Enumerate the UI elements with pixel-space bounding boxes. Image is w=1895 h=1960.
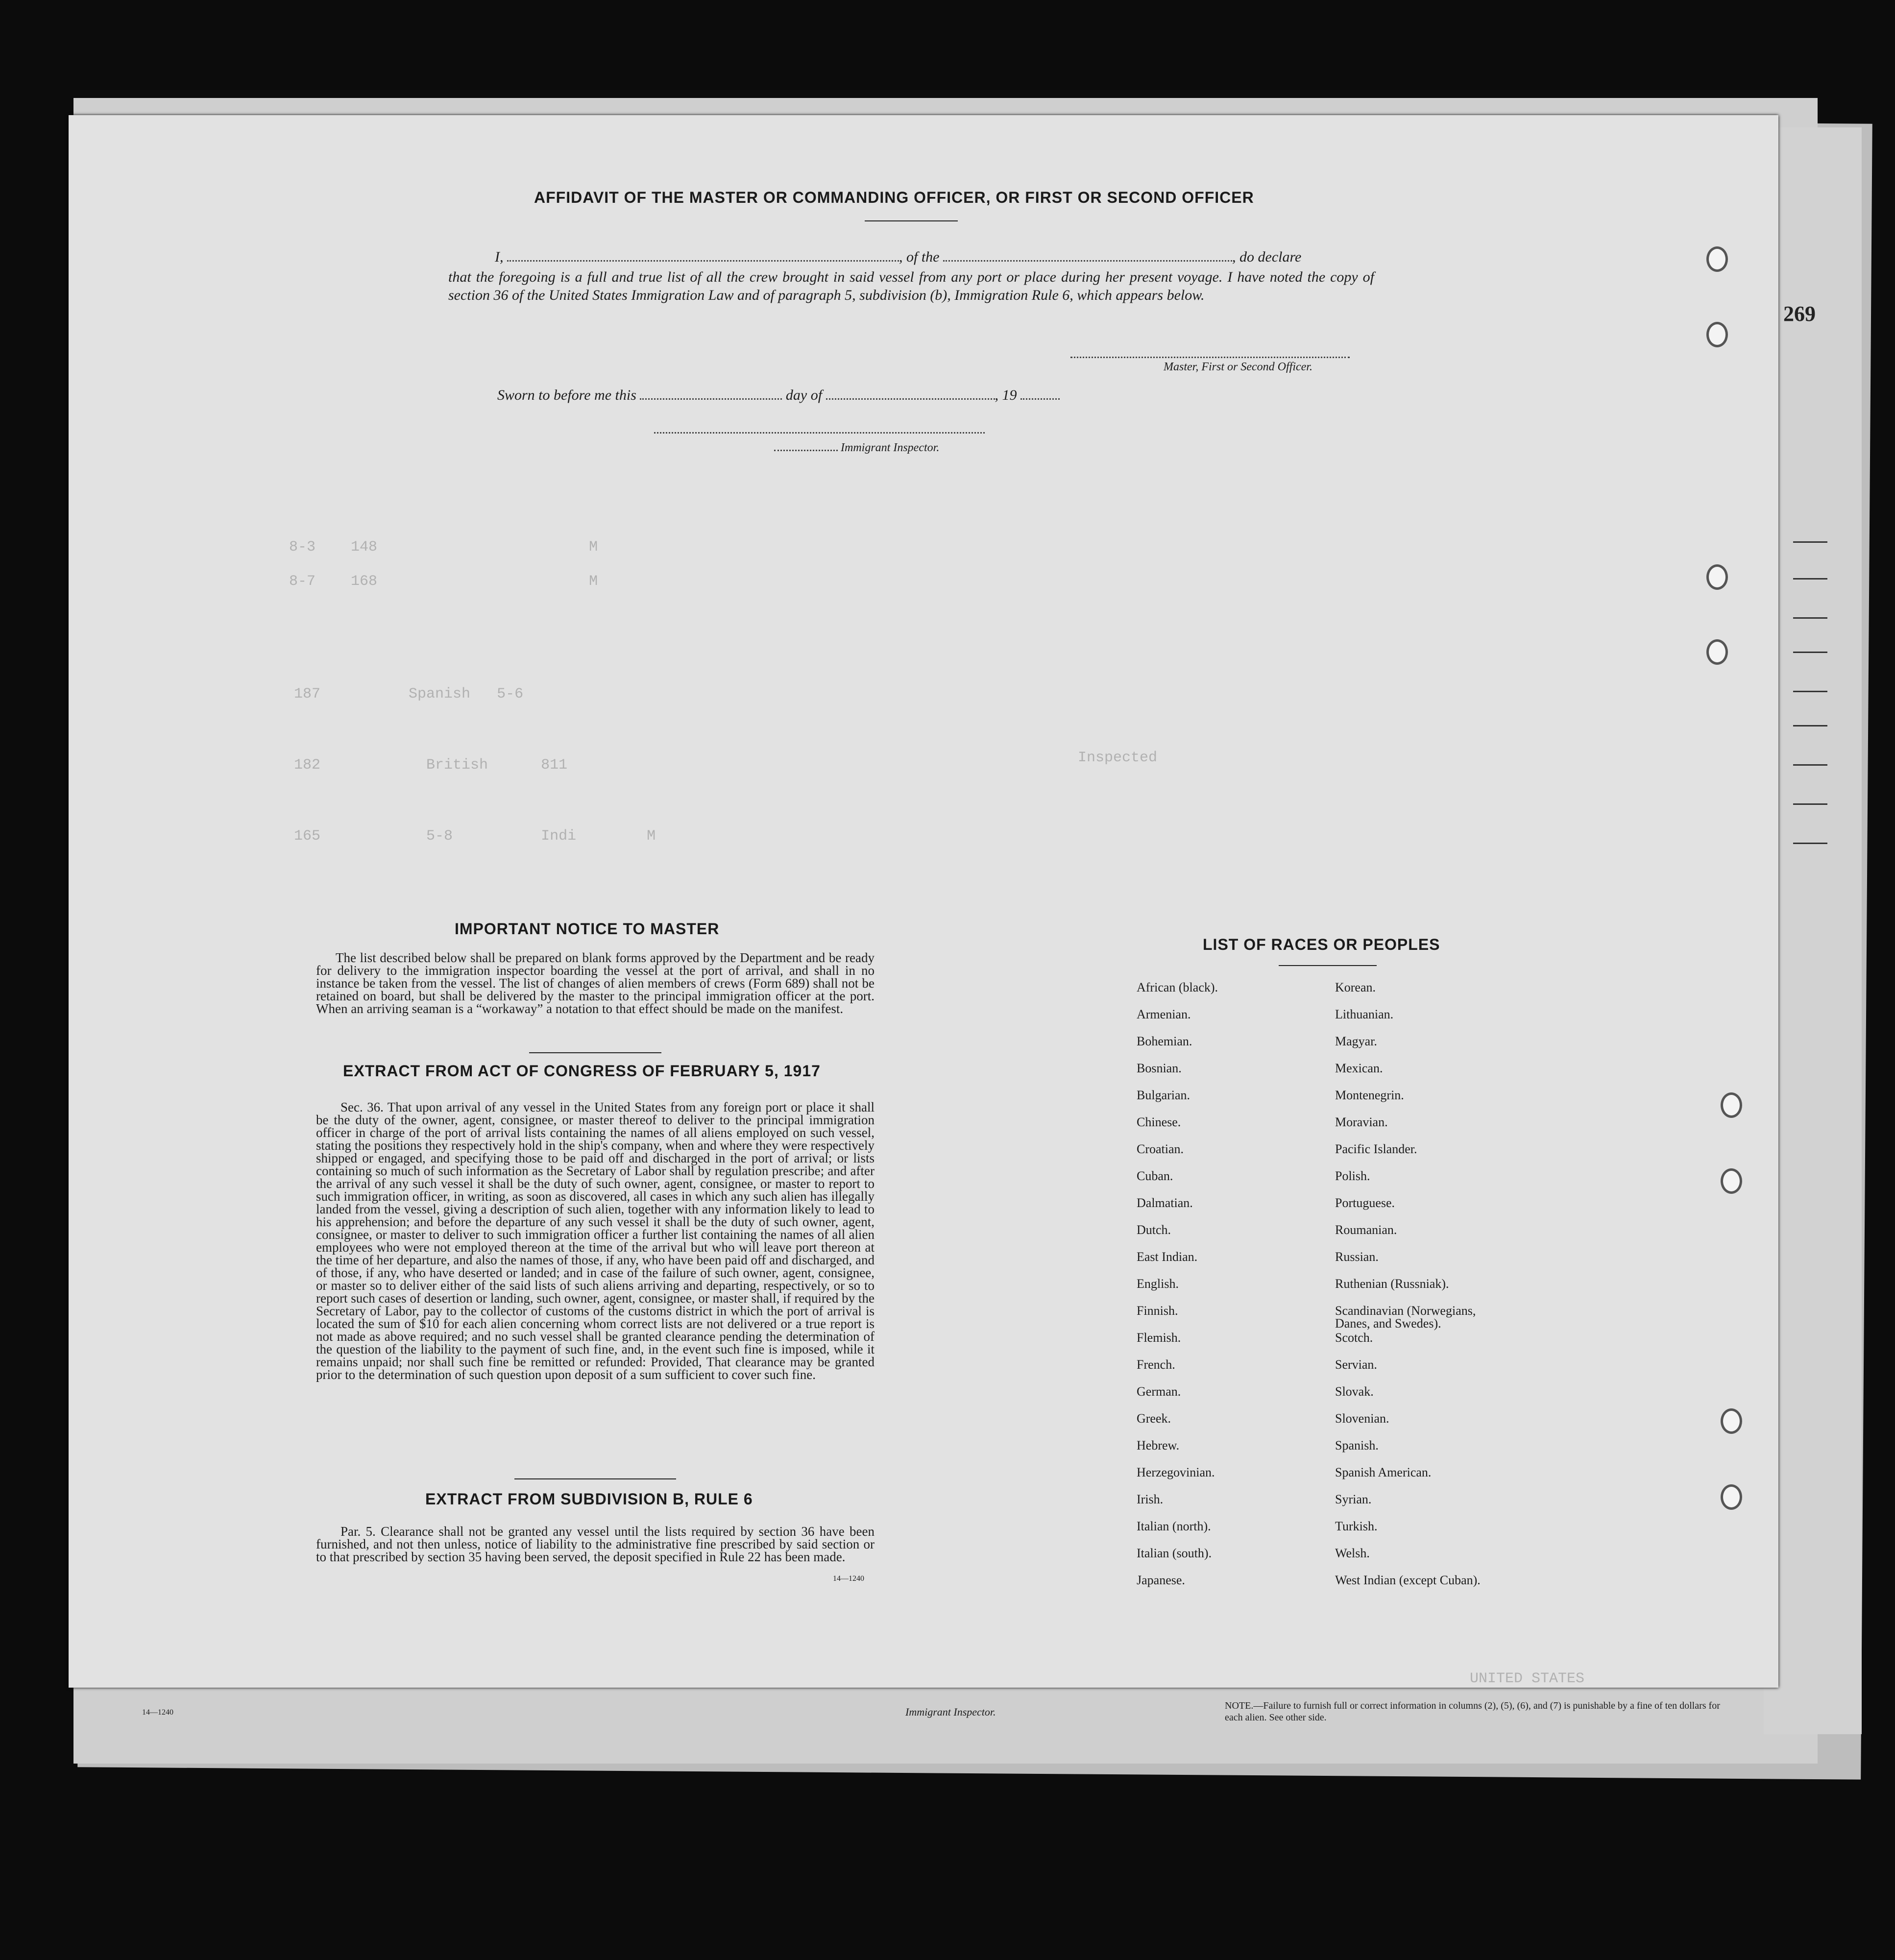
tick-mark bbox=[1793, 843, 1827, 844]
act-bottom-rule bbox=[514, 1478, 676, 1479]
race-item: Dutch. bbox=[1137, 1223, 1171, 1237]
month-blank bbox=[826, 389, 995, 400]
bottom-note: NOTE.—Failure to furnish full or correct information in columns (2), (5), (6), and (7) is punishable by a fine of ten dollars for each alien. See other side. bbox=[1225, 1700, 1720, 1723]
race-item: Cuban. bbox=[1137, 1169, 1173, 1183]
race-item: Italian (north). bbox=[1137, 1519, 1211, 1533]
race-item: Lithuanian. bbox=[1335, 1007, 1394, 1021]
race-item: Montenegrin. bbox=[1335, 1088, 1404, 1102]
inspector-signature-line bbox=[654, 432, 985, 434]
race-item: Greek. bbox=[1137, 1411, 1171, 1426]
race-item: German. bbox=[1137, 1384, 1181, 1399]
rule-title: EXTRACT FROM SUBDIVISION B, RULE 6 bbox=[425, 1490, 753, 1508]
year-label: , 19 bbox=[995, 387, 1017, 403]
race-item: Welsh. bbox=[1335, 1546, 1370, 1560]
race-item: Croatian. bbox=[1137, 1142, 1184, 1156]
race-item: Mexican. bbox=[1335, 1061, 1383, 1075]
races-left-column bbox=[1137, 981, 1218, 1601]
year-blank bbox=[1020, 389, 1060, 400]
inspector-signature-row bbox=[774, 441, 939, 455]
affidavit-declaration-line bbox=[495, 249, 1301, 266]
punch-hole bbox=[1706, 639, 1728, 665]
race-item: Moravian. bbox=[1335, 1115, 1388, 1129]
tick-mark bbox=[1793, 764, 1827, 766]
bleed-through-text: 187 Spanish 5-6 bbox=[294, 686, 524, 702]
race-item: Russian. bbox=[1335, 1250, 1379, 1264]
race-item: East Indian. bbox=[1137, 1250, 1198, 1264]
race-item: Chinese. bbox=[1137, 1115, 1181, 1129]
sworn-line bbox=[497, 387, 1060, 404]
day-of-label: day of bbox=[785, 387, 823, 403]
master-signature-label: Master, First or Second Officer. bbox=[1164, 361, 1312, 373]
declaration-end: , do declare bbox=[1232, 249, 1302, 265]
race-item: Armenian. bbox=[1137, 1007, 1191, 1021]
notice-body: The list described below shall be prepared on blank forms approved by the Department and be ready for delivery to the immigration inspector boarding the vessel at the port of arrival, and shall in no instance be taken from the vessel. The list of changes of alien members of crews (Form 689) shall not be retained on board, but shall be delivered by the master to the principal immigration officer at the port. When an arriving seaman is a “workaway” a notation to that effect should be made on the manifest. bbox=[316, 950, 875, 1016]
race-item: Syrian. bbox=[1335, 1492, 1372, 1506]
punch-hole bbox=[1706, 246, 1728, 272]
inspector-label: Immigrant Inspector. bbox=[841, 441, 940, 454]
bleed-through-text: 8-7 168 M bbox=[289, 573, 598, 590]
affidavit-body: that the foregoing is a full and true list of all the crew brought in said vessel from any port or place during her present voyage. I have noted the copy of section 36 of the United States Immigration Law and of paragraph 5, subdivision (b), Immigration Rule 6, which appears below. bbox=[448, 269, 1374, 303]
races-title: LIST OF RACES OR PEOPLES bbox=[1203, 936, 1440, 953]
races-title-rule bbox=[1279, 965, 1377, 966]
sworn-label: Sworn to before me this bbox=[497, 387, 636, 403]
punch-hole bbox=[1721, 1408, 1742, 1434]
inspector-dots bbox=[774, 441, 838, 451]
punch-hole bbox=[1706, 564, 1728, 590]
title-rule bbox=[865, 220, 958, 221]
race-item: Bosnian. bbox=[1137, 1061, 1182, 1075]
page-number: 269 bbox=[1783, 302, 1816, 326]
race-item: Flemish. bbox=[1137, 1331, 1181, 1345]
race-item: Italian (south). bbox=[1137, 1546, 1212, 1560]
bleed-through-text: Inspected bbox=[1078, 750, 1158, 766]
tick-mark bbox=[1793, 617, 1827, 619]
day-blank bbox=[640, 389, 782, 400]
race-item: Servian. bbox=[1335, 1357, 1377, 1372]
punch-hole bbox=[1706, 322, 1728, 347]
race-item: Turkish. bbox=[1335, 1519, 1378, 1533]
rule-form-number: 14—1240 bbox=[833, 1574, 864, 1583]
race-item: Pacific Islander. bbox=[1335, 1142, 1417, 1156]
race-item: Scotch. bbox=[1335, 1331, 1373, 1345]
tick-mark bbox=[1793, 652, 1827, 653]
race-item: Ruthenian (Russniak). bbox=[1335, 1277, 1449, 1291]
race-item: Irish. bbox=[1137, 1492, 1164, 1506]
race-item: Japanese. bbox=[1137, 1573, 1185, 1587]
punch-hole bbox=[1721, 1484, 1742, 1510]
race-item: Hebrew. bbox=[1137, 1438, 1180, 1452]
race-item: Polish. bbox=[1335, 1169, 1370, 1183]
act-top-rule bbox=[529, 1052, 661, 1053]
declaration-of-the: , of the bbox=[899, 249, 940, 265]
race-item: Dalmatian. bbox=[1137, 1196, 1193, 1210]
declaration-i: I, bbox=[495, 249, 504, 265]
race-item: Scandinavian (Norwegians, Danes, and Swedes). bbox=[1335, 1304, 1476, 1331]
bleed-through-text: 165 5-8 Indi M bbox=[294, 828, 656, 845]
punch-hole bbox=[1721, 1092, 1742, 1118]
affidavit-page bbox=[69, 115, 1778, 1688]
race-item: Roumanian. bbox=[1335, 1223, 1397, 1237]
punch-hole bbox=[1721, 1168, 1742, 1194]
race-item: Slovenian. bbox=[1335, 1411, 1389, 1426]
race-item: Spanish American. bbox=[1335, 1465, 1432, 1479]
tick-mark bbox=[1793, 541, 1827, 543]
race-item: Finnish. bbox=[1137, 1304, 1178, 1318]
bottom-inspector-label: Immigrant Inspector. bbox=[905, 1706, 996, 1718]
race-item: Korean. bbox=[1335, 980, 1376, 994]
race-item: Bohemian. bbox=[1137, 1034, 1192, 1048]
race-item: West Indian (except Cuban). bbox=[1335, 1573, 1481, 1587]
notice-title: IMPORTANT NOTICE TO MASTER bbox=[455, 920, 720, 938]
races-right-column bbox=[1335, 981, 1492, 1601]
tick-mark bbox=[1793, 578, 1827, 580]
race-item: Portuguese. bbox=[1335, 1196, 1395, 1210]
tick-mark bbox=[1793, 691, 1827, 692]
bleed-through-text: 182 British 811 bbox=[294, 757, 568, 774]
act-title: EXTRACT FROM ACT OF CONGRESS OF FEBRUARY 5, 1917 bbox=[343, 1062, 821, 1080]
vessel-blank bbox=[943, 251, 1232, 262]
bottom-form-number: 14—1240 bbox=[142, 1708, 173, 1717]
race-item: French. bbox=[1137, 1357, 1175, 1372]
bleed-through-text: 8-3 148 M bbox=[289, 539, 598, 556]
race-item: Slovak. bbox=[1335, 1384, 1374, 1399]
race-item: African (black). bbox=[1137, 980, 1218, 994]
rule-body: Par. 5. Clearance shall not be granted any vessel until the lists required by section 36 have been furnished, and not then unless, notice of liability to the administrative fine prescribed by said section or to that prescribed by section 35 having been served, the deposit specified in Rule 22 has been made. bbox=[316, 1524, 875, 1564]
underlying-manifest-strip bbox=[1764, 127, 1862, 1734]
race-item: Herzegovinian. bbox=[1137, 1465, 1215, 1479]
name-blank bbox=[507, 251, 899, 262]
race-item: Spanish. bbox=[1335, 1438, 1379, 1452]
race-item: Bulgarian. bbox=[1137, 1088, 1190, 1102]
affidavit-title: AFFIDAVIT OF THE MASTER OR COMMANDING OFFICER, OR FIRST OR SECOND OFFICER bbox=[534, 189, 1254, 206]
master-signature-line bbox=[1070, 357, 1350, 358]
tick-mark bbox=[1793, 725, 1827, 726]
bleed-through-text: UNITED STATES bbox=[1470, 1670, 1585, 1687]
race-item: English. bbox=[1137, 1277, 1179, 1291]
tick-mark bbox=[1793, 803, 1827, 805]
act-body: Sec. 36. That upon arrival of any vessel in the United States from any foreign port or place it shall be the duty of the owner, agent, consignee, or master thereof to deliver to the principal immigration officer in charge of the port of arrival lists containing the names of all aliens employed on such vessel, stating the positions they respectively hold in the ship's company, when and where they were respectively shipped or engaged, and specifying those to be paid off and discharged in the port of arrival; or lists containing so much of such information as the Secretary of Labor shall by regulation prescribe; and after the arrival of any such vessel it shall be the duty of such owner, agent, consignee, or master to report to such immigration officer, in writing, as soon as discovered, all cases in which any such alien has illegally landed from the vessel, giving a description of such alien, together with any information likely to lead to his apprehension; and before the departure of any such vessel it shall be the duty of such owner, agent, consignee, or master to deliver to such immigration officer a further list containing the names of all alien employees who were not employed thereon at the time of the arrival but who will leave port thereon at the time of her departure, and also the names of those, if any, who have been paid off and discharged, and of those, if any, who have deserted or landed; and in case of the failure of such owner, agent, consignee, or master so to deliver either of the said lists of such aliens arriving and departing, respectively, or so to report such cases of desertion or landing, such owner, agent, consignee, or master shall, if required by the Secretary of Labor, pay to the collector of customs of the customs district in which the port of arrival is located the sum of $10 for each alien concerning whom correct lists are not delivered or a true report is not made as above required; and no such vessel shall be granted clearance pending the determination of the question of the liability to the payment of such fine, and, in the event such fine is imposed, while it remains unpaid; nor shall such fine be remitted or refunded: Provided, That clearance may be granted prior to the determination of such question upon deposit of a sum sufficient to cover such fine. bbox=[316, 1100, 875, 1382]
race-item: Magyar. bbox=[1335, 1034, 1377, 1048]
